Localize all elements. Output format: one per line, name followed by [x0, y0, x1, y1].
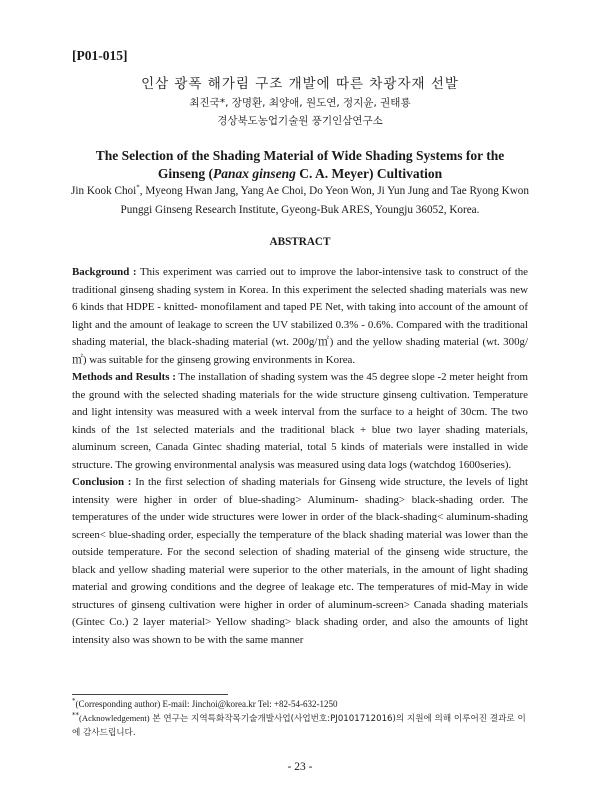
english-title-line2-post: C. A. Meyer) Cultivation: [295, 166, 443, 181]
acknowledgement-text: 본 연구는 지역특화작목기술개발사업(사업번호:PJ0101712016)의 지원에 의해 이루어진 결과로 이에 감사드립니다.: [72, 714, 526, 738]
korean-title: 인삼 광폭 해가림 구조 개발에 따른 차광자재 선발: [141, 76, 459, 92]
acknowledgement-label: (Acknowledgement): [79, 713, 150, 723]
first-author: Jin Kook Choi: [70, 185, 137, 197]
methods-paragraph: [72, 369, 528, 474]
background-text: This experiment was carried out to improve the labor-intensive task to construct of the traditional ginseng shading system in Korea. In this experiment the selected shading materials was new 6 kinds that HDPE - knitted- monofilament and taped PE Net, with taking into account of the amount of light and the amount of leakage to screen the UV stabilized 0.3% - 0.6%. Compared with the traditional shading material, the black-shading material (wt. 200g/㎡) and the yellow shading material (wt. 300g/㎡) was suitable for the ginseng growing environments in Korea.: [72, 266, 528, 366]
methods-text: The installation of shading system was the 45 degree slope -2 meter height from the ground with the selected shading materials for the wide structure ginseng cultivation. Temperature and light intensity was measured with a week interval from the surface to a height of 30cm. The two kinds of the 1st selected materials and the traditional black + blue two layer shading materials, aluminum screen, Canada Gintec shading material, total 5 kinds of materials were installed in wide structure. The growing environmental analysis was measured using data logs (watchdog 1600series).: [72, 371, 528, 471]
page-number: - 23 -: [287, 761, 313, 773]
english-title: [60, 147, 540, 183]
footnote-mark-double: **: [72, 711, 79, 720]
korean-authors: 최진국*, 장명환, 최양애, 원도연, 정지윤, 권태룡: [189, 97, 411, 109]
abstract-body: [72, 264, 528, 649]
footnote-corresponding: [72, 698, 532, 711]
english-affiliation: Punggi Ginseng Research Institute, Gyeong-Buk ARES, Youngju 36052, Korea.: [120, 204, 480, 216]
abstract-code: [P01-015]: [72, 48, 128, 63]
background-label: Background :: [72, 266, 137, 278]
english-title-line1: The Selection of the Shading Material of Wide Shading Systems for the: [95, 148, 505, 163]
background-paragraph: [72, 264, 528, 369]
footnote-acknowledgement: [72, 711, 532, 740]
footnote-divider: [72, 694, 228, 695]
species-name: Panax ginseng: [213, 166, 296, 181]
other-authors: , Myeong Hwan Jang, Yang Ae Choi, Do Yeon Won, Ji Yun Jung and Tae Ryong Kwon: [139, 185, 529, 197]
footnote-mark: *: [72, 697, 76, 705]
conclusion-label: Conclusion :: [72, 476, 132, 488]
methods-label: Methods and Results :: [72, 371, 176, 383]
english-authors: [40, 184, 560, 199]
abstract-heading: ABSTRACT: [269, 236, 331, 248]
corresponding-mark: *: [136, 183, 140, 192]
korean-affiliation: 경상북도농업기술원 풍기인삼연구소: [217, 115, 383, 127]
conclusion-paragraph: [72, 474, 528, 649]
footnote-corresponding-text: (Corresponding author) E-mail: Jinchoi@korea.kr Tel: +82-54-632-1250: [75, 699, 338, 709]
conclusion-text: In the first selection of shading materials for Ginseng wide structure, the levels of light intensity were higher in order of blue-shading> Aluminum- shading> black-shading order. The temperatures of the under wide structures were lower in order of the black-shading< aluminum-shading screen< blue-shading order, especially the temperature of the black shading material was lower than the outside temperature. For the second selection of shading material of the ginseng wide structure, the black and yellow shading material were superior to the other materials, in the amount of light shading material and growing conditions and the degree of leakage etc. The temperatures of mid-May in wide structures of ginseng cultivation were higher in order of aluminum-screen> Canada shading materials (Gintec Co.) 2 layer material> Yellow shading> black shading order, and also the amounts of light intensity also was shown to be with the same manner: [72, 476, 528, 646]
english-title-line2-pre: Ginseng (: [157, 166, 213, 181]
